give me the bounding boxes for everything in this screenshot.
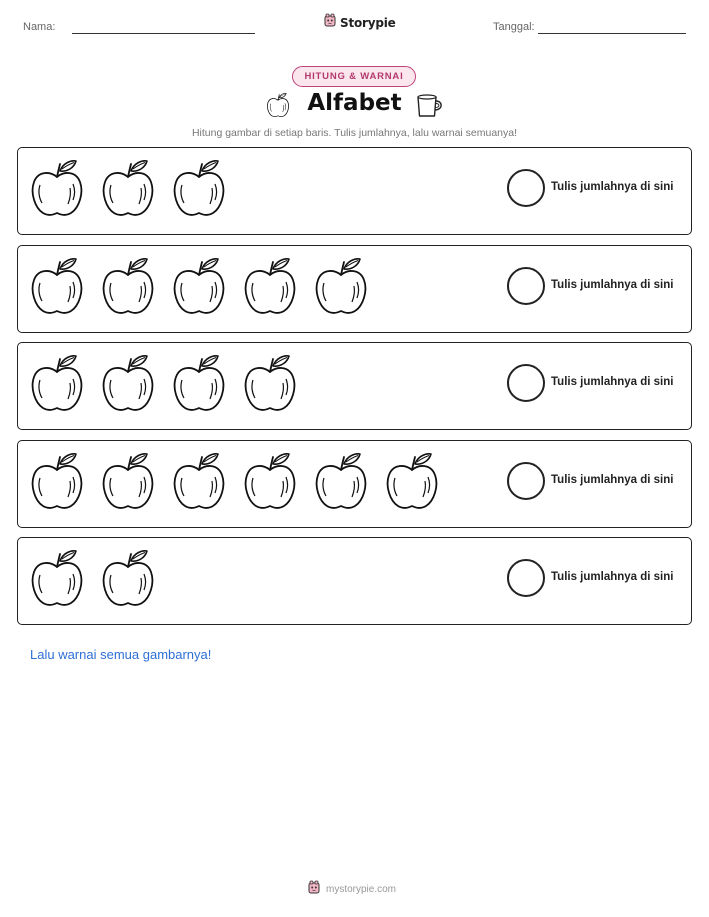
- apple-icon: [101, 451, 155, 516]
- apple-icon: [172, 451, 226, 516]
- answer-circle[interactable]: [507, 559, 545, 597]
- apple-icon: [385, 451, 439, 516]
- count-row-3: [17, 342, 692, 430]
- answer-label: Tulis jumlahnya di sini: [551, 474, 674, 486]
- apple-icon: [30, 158, 84, 223]
- count-row-2: [17, 245, 692, 333]
- apple-icon: [101, 548, 155, 613]
- apple-icon: [30, 548, 84, 613]
- answer-circle[interactable]: [507, 267, 545, 305]
- answer-circle[interactable]: [507, 364, 545, 402]
- apple-icon: [172, 353, 226, 418]
- apple-icon: [243, 451, 297, 516]
- apple-icon: [101, 158, 155, 223]
- brand-name: Storypie: [340, 15, 396, 30]
- apple-icon: [30, 451, 84, 516]
- apple-icon: [101, 256, 155, 321]
- apple-icon: [30, 353, 84, 418]
- name-label: Nama:: [23, 21, 56, 33]
- apple-icon: [314, 451, 368, 516]
- apple-icon: [314, 256, 368, 321]
- name-field-line[interactable]: [72, 33, 255, 34]
- page-title: Alfabet: [307, 90, 402, 116]
- count-row-4: [17, 440, 692, 528]
- apple-icon: [172, 256, 226, 321]
- date-field-line[interactable]: [538, 33, 686, 34]
- apple-icon: [243, 256, 297, 321]
- count-row-5: [17, 537, 692, 625]
- storypie-mascot-icon: [307, 880, 321, 899]
- apple-icon: [172, 158, 226, 223]
- apple-icon: [30, 256, 84, 321]
- footer-site: mystorypie.com: [326, 884, 397, 895]
- answer-label: Tulis jumlahnya di sini: [551, 571, 674, 583]
- instructions: Hitung gambar di setiap baris. Tulis jumlahnya, lalu warnai semuanya!: [191, 127, 518, 139]
- apple-icon: [243, 353, 297, 418]
- brand-logo: [323, 13, 396, 32]
- apple-icon: [101, 353, 155, 418]
- date-label: Tanggal:: [493, 21, 535, 33]
- answer-circle[interactable]: [507, 169, 545, 207]
- answer-circle[interactable]: [507, 462, 545, 500]
- storypie-mascot-icon: [323, 13, 337, 32]
- answer-label: Tulis jumlahnya di sini: [551, 181, 674, 193]
- answer-label: Tulis jumlahnya di sini: [551, 279, 674, 291]
- answer-label: Tulis jumlahnya di sini: [551, 376, 674, 388]
- mug-icon: [415, 93, 445, 124]
- activity-badge: HITUNG & WARNAI: [292, 66, 416, 87]
- footer: [307, 880, 396, 899]
- coloring-note: Lalu warnai semua gambarnya!: [30, 647, 212, 662]
- count-row-1: [17, 147, 692, 235]
